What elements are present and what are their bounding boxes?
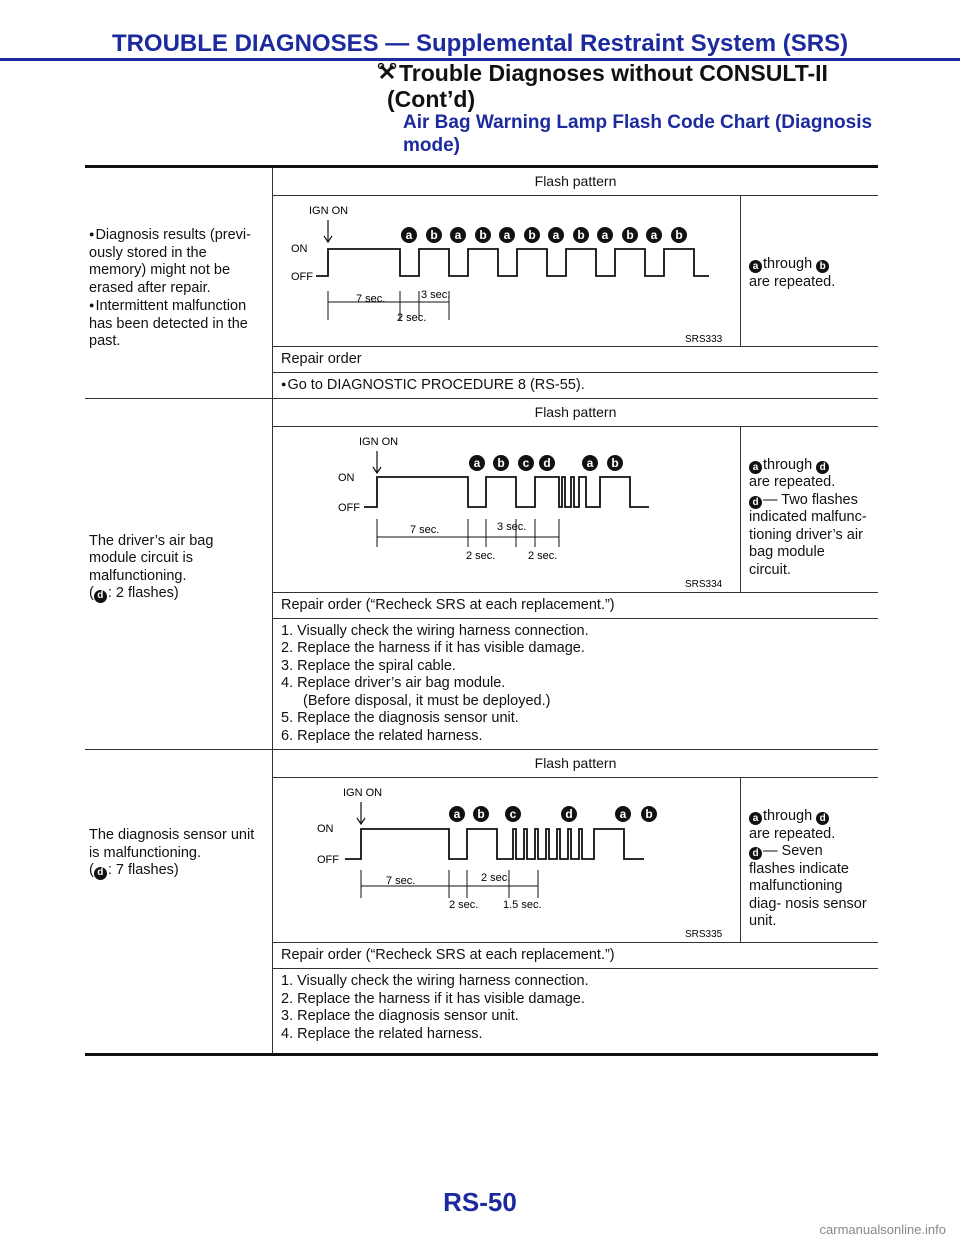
code-b-marker-label: b: [497, 455, 505, 470]
timing-label: 7 sec.: [386, 875, 416, 887]
code-d-marker-label: d: [543, 455, 551, 470]
ign-on-label: IGN ON: [309, 205, 349, 217]
code-d-icon: d: [816, 461, 829, 474]
flash-note: a through b are repeated.: [749, 256, 836, 290]
signal-waveform: [345, 829, 644, 859]
flash-pattern-label: Flash pattern: [273, 750, 878, 778]
signal-waveform: [316, 249, 709, 276]
repair-step: 2. Replace the harness if it has visible damage.: [281, 990, 585, 1007]
off-label: OFF: [291, 271, 313, 283]
code-d-marker-label: d: [565, 807, 573, 821]
condition-item: ● Intermittent malfunction has been detected in the past.: [89, 297, 264, 351]
code-b-marker-label: b: [645, 807, 653, 821]
figure-id: SRS334: [685, 578, 723, 590]
flash-note: a through d are repeated. d — Two flashes indicated malfunc- tioning driver’s air bag module circuit.: [741, 427, 878, 592]
repair-step: 3. Replace the spiral cable.: [281, 657, 456, 674]
timing-label: 1.5 sec.: [503, 899, 542, 911]
repair-step: 4. Replace the related harness.: [281, 1025, 483, 1042]
section-title-line2: (Cont’d): [387, 86, 476, 112]
ign-arrow: [324, 220, 332, 242]
code-d-icon: d: [749, 496, 762, 509]
note-detail: — Seven flashes indicate malfunctioning diag- nosis sensor unit.: [749, 843, 867, 929]
code-d-icon: d: [94, 590, 107, 603]
signal-waveform: [364, 477, 649, 507]
condition-code: ( d : 7 flashes): [89, 862, 179, 879]
timing-label: 2 sec.: [449, 899, 479, 911]
repair-step: 3. Replace the diagnosis sensor unit.: [281, 1008, 519, 1024]
condition-cell: [85, 168, 273, 398]
on-label: ON: [317, 823, 334, 835]
repair-step: 5. Replace the diagnosis sensor unit.: [281, 710, 519, 726]
code-b-marker-label: b: [430, 228, 438, 242]
condition-cell: [85, 750, 273, 1053]
marker-row: [469, 455, 623, 471]
code-b-marker-label: b: [528, 228, 536, 242]
code-b-marker-label: b: [626, 228, 634, 242]
note-repeated: are repeated.: [749, 273, 836, 290]
repair-step: 2. Replace the harness if it has visible damage.: [281, 640, 585, 656]
code-a-marker-label: a: [586, 455, 594, 470]
off-label: OFF: [317, 854, 339, 866]
code-d-icon: d: [749, 847, 762, 860]
note-detail: — Two flashes indicated malfunc- tioning driver’s air bag module circuit.: [749, 491, 867, 578]
timing-label: 2 sec.: [466, 549, 496, 562]
code-a-marker-label: a: [601, 228, 609, 242]
marker-row: [449, 806, 657, 822]
condition-text: The driver’s air bag module circuit is malfunctioning.: [89, 532, 214, 584]
repair-step: 1. Visually check the wiring harness connection.: [281, 973, 589, 989]
timing-label: 2 sec.: [397, 312, 427, 324]
code-a-marker-label: a: [454, 228, 462, 242]
flash-note: a through d are repeated. d — Seven flashes indicate malfunctioning diag- nosis sensor unit.: [741, 778, 878, 942]
repair-step: 1. Visually check the wiring harness connection.: [281, 622, 589, 639]
timing-label: 7 sec.: [356, 293, 386, 305]
code-b-marker-label: b: [479, 228, 487, 242]
tool-icon: [377, 63, 397, 83]
repair-steps: [273, 969, 878, 1053]
note-repeated: are repeated.: [749, 474, 836, 490]
watermark: carmanualsonline.info: [819, 1222, 946, 1237]
condition-text: The diagnosis sensor unit is malfunctioning.: [89, 827, 255, 861]
page-number: RS-50: [443, 1187, 517, 1217]
repair-step: ● Go to DIAGNOSTIC PROCEDURE 8 (RS-55).: [281, 376, 870, 395]
note-repeated: are repeated.: [749, 825, 836, 842]
code-a-marker-label: a: [503, 228, 511, 242]
section-title-line1: Trouble Diagnoses without CONSULT-II: [399, 60, 828, 86]
code-a-marker-label: a: [473, 455, 481, 470]
ign-on-label: IGN ON: [359, 435, 399, 448]
flash-pattern-label: Flash pattern: [273, 168, 878, 196]
code-b-marker-label: b: [675, 228, 683, 242]
ign-on-label: IGN ON: [343, 787, 383, 799]
flash-pattern-diagram: [273, 778, 741, 942]
marker-row: [401, 227, 687, 243]
code-c-marker-label: c: [509, 807, 517, 821]
condition-code: ( d : 2 flashes): [89, 585, 179, 602]
code-a-icon: a: [749, 461, 762, 474]
code-b-marker-label: b: [611, 455, 619, 470]
repair-order-label: Repair order (“Recheck SRS at each replacement.”): [273, 943, 878, 969]
on-label: ON: [291, 243, 308, 255]
flash-pattern-label: Flash pattern: [273, 399, 878, 427]
code-d-icon: d: [816, 812, 829, 825]
code-b-icon: b: [816, 260, 829, 273]
flash-pattern-diagram: [273, 427, 741, 592]
subsection-title: Air Bag Warning Lamp Flash Code Chart (Diagnosis mode): [403, 112, 873, 156]
repair-step: 6. Replace the related harness.: [281, 727, 483, 744]
code-a-marker-label: a: [405, 228, 413, 242]
repair-step: 4. Replace driver’s air bag module.: [281, 675, 506, 691]
off-label: OFF: [338, 501, 360, 514]
repair-order-label: Repair order: [273, 347, 878, 373]
timing-label: 2 sec.: [481, 872, 511, 884]
repair-steps: [273, 373, 878, 398]
timing-label: 2 sec.: [528, 549, 558, 562]
flash-code-table: [85, 165, 878, 1056]
code-d-icon: d: [94, 867, 107, 880]
repair-order-label: Repair order (“Recheck SRS at each replacement.”): [273, 593, 878, 619]
code-c-marker-label: c: [522, 455, 530, 470]
code-a-marker-label: a: [453, 807, 461, 821]
table-row: [85, 399, 878, 751]
table-row: [85, 168, 878, 399]
code-b-marker-label: b: [577, 228, 585, 242]
table-row: [85, 750, 878, 1056]
section-title: [377, 60, 828, 112]
condition-item: ● Diagnosis results (previ- ously stored in the memory) might not be erased after repair.: [89, 226, 264, 297]
condition-cell: [85, 399, 273, 750]
code-b-marker-label: b: [477, 807, 485, 821]
timing-label: 3 sec.: [421, 289, 451, 301]
timing-label: 7 sec.: [410, 523, 440, 536]
code-a-marker-label: a: [619, 807, 627, 821]
code-a-icon: a: [749, 260, 762, 273]
repair-step: (Before disposal, it must be deployed.): [303, 692, 551, 709]
code-a-icon: a: [749, 812, 762, 825]
figure-id: SRS333: [685, 334, 723, 345]
timing-label: 3 sec.: [497, 520, 527, 533]
figure-id: SRS335: [685, 929, 723, 940]
flash-pattern-diagram: [273, 196, 741, 346]
repair-steps: [273, 619, 878, 750]
code-a-marker-label: a: [552, 228, 560, 242]
page-header-title: TROUBLE DIAGNOSES — Supplemental Restraint System (SRS): [111, 30, 849, 57]
code-a-marker-label: a: [650, 228, 658, 242]
on-label: ON: [338, 471, 355, 484]
